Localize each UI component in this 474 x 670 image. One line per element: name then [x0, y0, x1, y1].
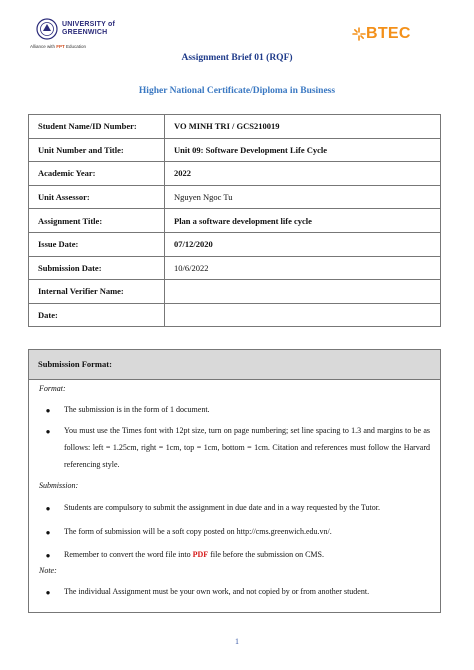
bullet-icon: ● [45, 588, 51, 597]
row-value: 10/6/2022 [165, 256, 441, 280]
row-label: Assignment Title: [29, 209, 165, 233]
row-label: Issue Date: [29, 232, 165, 256]
row-label: Student Name/ID Number: [29, 115, 165, 139]
table-row [29, 303, 441, 327]
row-value: Nguyen Ngoc Tu [165, 185, 441, 209]
row-label: Academic Year: [29, 162, 165, 186]
list-item: The submission is in the form of 1 document. [64, 405, 210, 414]
btec-logo: BTEC [352, 25, 412, 47]
submission-format-box [28, 349, 441, 613]
row-value: 07/12/2020 [165, 232, 441, 256]
page-subtitle: Higher National Certificate/Diploma in Business [138, 86, 336, 96]
bullet-icon: ● [45, 528, 51, 537]
bullet-icon: ● [45, 427, 51, 436]
list-item: Students are compulsory to submit the assignment in due date and in a way requested by the Tutor. [64, 503, 380, 512]
alliance-tagline: Alliance with FPT Education [30, 44, 87, 49]
list-item: The form of submission will be a soft copy posted on http://cms.greenwich.edu.vn/. [64, 527, 332, 536]
row-label: Date: [29, 303, 165, 327]
bullet-icon: ● [45, 406, 51, 415]
row-value: Plan a software development life cycle [165, 209, 441, 233]
row-label: Unit Number and Title: [29, 138, 165, 162]
assignment-info-table [28, 114, 441, 327]
row-value: VO MINH TRI / GCS210019 [165, 115, 441, 139]
table-row [29, 209, 441, 233]
list-item: Remember to convert the word file into PDF file before the submission on CMS. [64, 550, 324, 559]
bullet-icon: ● [45, 551, 51, 560]
table-row [29, 232, 441, 256]
greenwich-logo [30, 18, 140, 54]
table-row [29, 138, 441, 162]
row-label: Internal Verifier Name: [29, 280, 165, 304]
row-label: Unit Assessor: [29, 185, 165, 209]
submission-label: Submission: [39, 481, 79, 490]
university-crest-icon [36, 18, 58, 40]
table-row [29, 280, 441, 304]
format-label: Format: [39, 384, 66, 393]
fpt-logo: FPT [56, 44, 65, 49]
note-label: Note: [39, 566, 57, 575]
row-value: Unit 09: Software Development Life Cycle [165, 138, 441, 162]
list-item: You must use the Times font with 12pt size, turn on page numbering; set line spacing to 1.3 and margins to be as follows: left = 1.25cm, right = 1cm, top = 1cm, bottom = 1cm. Citation and references must follow the Harvard referencing style. [64, 426, 430, 469]
submission-format-heading: Submission Format: [29, 350, 440, 380]
page-number: 1 [235, 637, 239, 646]
row-value [165, 280, 441, 304]
university-name: UNIVERSITY of GREENWICH [62, 21, 116, 36]
row-value [165, 303, 441, 327]
table-row [29, 256, 441, 280]
page-title: Assignment Brief 01 (RQF) [181, 53, 293, 63]
pdf-highlight: PDF [192, 550, 209, 559]
table-row [29, 115, 441, 139]
bullet-icon: ● [45, 504, 51, 513]
btec-star-icon [352, 27, 366, 41]
table-row [29, 185, 441, 209]
table-row [29, 162, 441, 186]
list-item: The individual Assignment must be your own work, and not copied by or from another student. [64, 587, 370, 596]
row-label: Submission Date: [29, 256, 165, 280]
row-value: 2022 [165, 162, 441, 186]
